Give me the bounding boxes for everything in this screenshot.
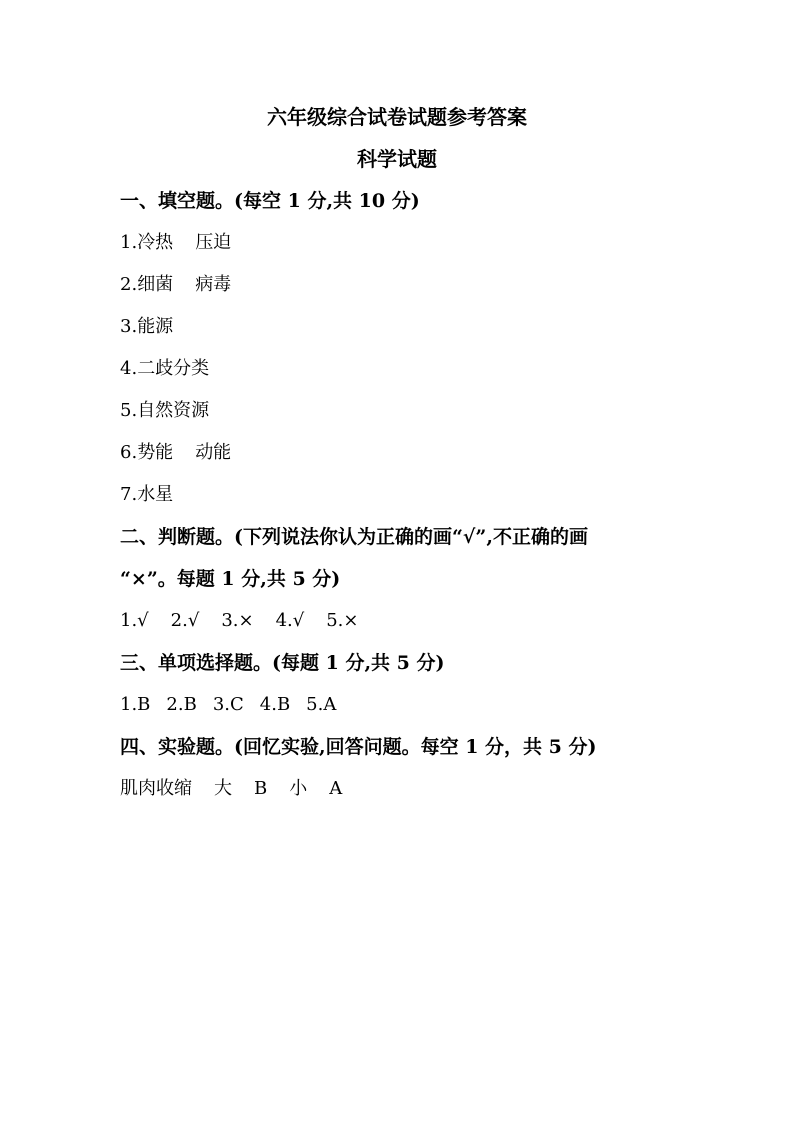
fill-answer-3: [120, 314, 173, 340]
judge-answer-1: 1.√: [120, 610, 149, 631]
answer-text: 细菌: [137, 274, 174, 295]
fill-answer-6: [120, 440, 231, 466]
experiment-answers: [120, 776, 342, 802]
judge-answer-5: 5.×: [326, 610, 359, 631]
page-subtitle: 科学试题: [357, 147, 437, 171]
choice-answers: [120, 692, 336, 718]
section1-heading: 一、填空题。(每空 1 分,共 10 分): [120, 190, 420, 212]
section4-heading: 四、实验题。(回忆实验,回答问题。每空 1 分，共 5 分): [120, 736, 597, 758]
answer-number: 3.: [120, 316, 138, 337]
answer-text: 二歧分类: [137, 358, 210, 379]
section2-heading-continued: “×”。每题 1 分,共 5 分): [120, 568, 341, 590]
answer-text: 自然资源: [137, 400, 210, 421]
page-title: 六年级综合试卷试题参考答案: [267, 105, 527, 129]
answer-text: 冷热: [137, 232, 174, 253]
answer-text: 压迫: [195, 232, 232, 253]
section3-heading: 三、单项选择题。(每题 1 分,共 5 分): [120, 652, 445, 674]
choice-answer-4: 4.B: [259, 694, 291, 715]
judge-answer-4: 4.√: [275, 610, 305, 631]
experiment-answer-5: A: [329, 778, 343, 799]
choice-answer-2: 2.B: [166, 694, 197, 715]
answer-text: 势能: [137, 442, 174, 463]
choice-answer-5: 5.A: [306, 694, 337, 715]
answer-text: 能源: [137, 316, 174, 337]
answer-text: 病毒: [195, 274, 232, 295]
experiment-answer-1: 肌肉收缩: [120, 778, 192, 799]
judge-answer-3: 3.×: [221, 610, 254, 631]
experiment-answer-4: 小: [289, 778, 308, 799]
section2-heading: 二、判断题。(下列说法你认为正确的画“√”,不正确的画: [120, 526, 588, 548]
fill-answer-2: [120, 272, 231, 298]
choice-answer-1: 1.B: [120, 694, 151, 715]
answer-text: 动能: [195, 442, 232, 463]
judge-answer-2: 2.√: [170, 610, 200, 631]
experiment-answer-3: B: [254, 778, 268, 799]
fill-answer-4: [120, 356, 209, 382]
answer-number: 6.: [120, 442, 138, 463]
fill-answer-7: [120, 482, 173, 508]
answer-number: 1.: [120, 232, 138, 253]
choice-answer-3: 3.C: [212, 694, 244, 715]
answer-number: 7.: [120, 484, 138, 505]
answer-number: 2.: [120, 274, 138, 295]
answer-number: 5.: [120, 400, 138, 421]
answer-number: 4.: [120, 358, 138, 379]
experiment-answer-2: 大: [214, 778, 232, 799]
answer-text: 水星: [137, 484, 174, 505]
judge-answers: [120, 608, 359, 634]
fill-answer-1: [120, 230, 231, 256]
fill-answer-5: [120, 398, 209, 424]
